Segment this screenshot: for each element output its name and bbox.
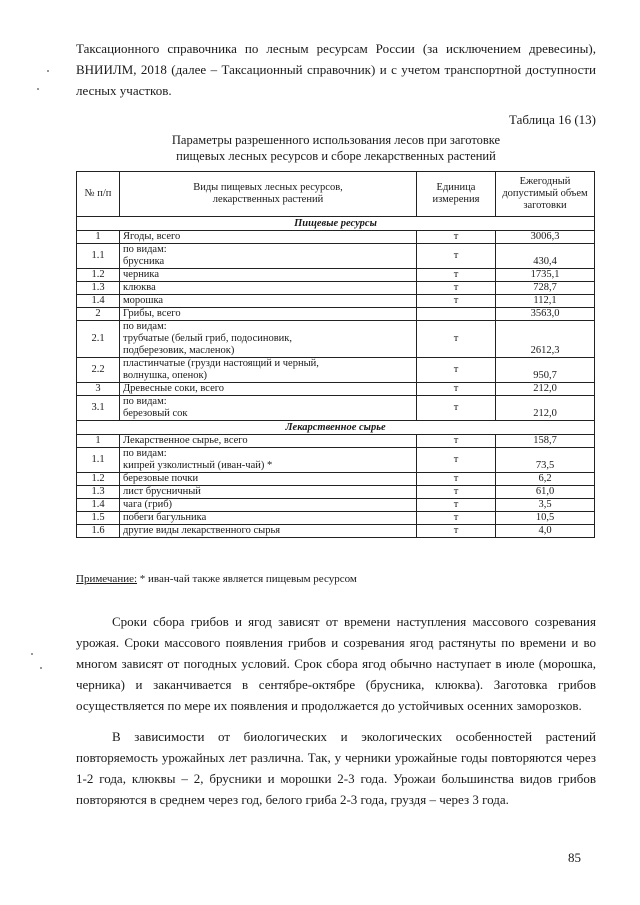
row-name [120,282,417,295]
row-name-line: кипрей узколистный (иван-чай) * [123,460,273,471]
header-num: № п/п [77,172,120,217]
paragraph-line: черника) и заканчивается в сентябре-октябре (брусника, клюква). Заготовка грибов [76,677,596,692]
row-name-line: по видам: [123,321,167,332]
row-name-line: Грибы, всего [123,308,181,319]
table-row [77,295,595,308]
row-name-line: чага (гриб) [123,499,173,510]
row-unit: т [417,448,496,473]
row-num: 1.3 [77,486,120,499]
table-row [77,473,595,486]
row-value: 3,5 [496,499,595,512]
row-unit: т [417,358,496,383]
paragraph-line: Сроки сбора грибов и ягод зависят от времени наступления массового созревания [112,614,596,629]
row-value: 73,5 [496,448,595,473]
table-row [77,383,595,396]
intro-line: Таксационного справочника по лесным ресурсам России (за исключением древесины), [76,41,596,56]
row-name [120,448,417,473]
scan-speck [37,88,39,90]
header-unit-line: Единица [436,182,476,193]
row-num: 3 [77,383,120,396]
table-label: Таблица 16 (13) [508,112,596,127]
scan-speck [40,667,42,669]
row-name-line: Лекарственное сырье, всего [123,435,248,446]
row-unit: т [417,282,496,295]
row-value: 6,2 [496,473,595,486]
paragraph-yield-frequency [76,726,596,810]
row-unit: т [417,473,496,486]
row-name [120,308,417,321]
row-value: 10,5 [496,512,595,525]
row-name [120,295,417,308]
paragraph-line: повторяются в среднем через год, белого гриба 2-3 года, груздя – через 3 года. [76,792,509,807]
table-row [77,358,595,383]
table-row [77,282,595,295]
row-name [120,358,417,383]
row-name-line: волнушка, опенок) [123,370,208,381]
row-num: 1 [77,435,120,448]
row-unit: т [417,321,496,358]
row-name-line: Ягоды, всего [123,231,181,242]
paragraph-line: многом зависят от погодных условий. Срок сбора ягод обычно наступает в июле (морошка, [76,656,596,671]
header-value-line: заготовки [523,200,567,211]
row-name [120,383,417,396]
table-body-food [77,217,595,421]
page-number: 85 [568,850,581,865]
row-name-line: лист брусничный [123,486,201,497]
row-value: 4,0 [496,525,595,538]
row-name-line: березовые почки [123,473,199,484]
table-row [77,499,595,512]
table-title-line: пищевых лесных ресурсов и сборе лекарственных растений [176,149,496,163]
row-num: 2.2 [77,358,120,383]
row-name-line: березовый сок [123,408,188,419]
row-name [120,435,417,448]
table-row [77,321,595,358]
row-value: 112,1 [496,295,595,308]
row-name-line: клюква [123,282,156,293]
row-name-line: пластинчатые (грузди настоящий и черный, [123,358,319,369]
row-name-line: морошка [123,295,164,306]
row-name [120,396,417,421]
row-value: 158,7 [496,435,595,448]
row-num: 1.4 [77,499,120,512]
row-name [120,269,417,282]
row-num: 2.1 [77,321,120,358]
row-value: 728,7 [496,282,595,295]
table-row [77,525,595,538]
row-unit: т [417,269,496,282]
table-title-line: Параметры разрешенного использования лесов при заготовке [171,133,501,147]
row-num: 1.4 [77,295,120,308]
row-name [120,499,417,512]
header-value-line: Ежегодный [519,176,571,187]
row-num: 1.1 [77,244,120,269]
section-title: Лекарственное сырье [77,421,595,435]
intro-line: ВНИИЛМ, 2018 (далее – Таксационный справочник) и с учетом транспортной доступности [76,62,596,77]
row-unit: т [417,435,496,448]
row-num: 1.1 [77,448,120,473]
paragraph-line: осуществляется по мере их появления и продолжается до устойчивых осенних заморозков. [76,698,582,713]
header-name-line: лекарственных растений [212,194,324,205]
table-header-row [77,172,595,217]
resources-table [76,171,595,538]
paragraph-harvest-timing [76,611,596,716]
row-num: 1.5 [77,512,120,525]
header-unit-line: измерения [432,194,480,205]
section-row [77,217,595,231]
row-name-line: подберезовик, масленок) [123,345,235,356]
row-value: 61,0 [496,486,595,499]
row-num: 1.2 [77,269,120,282]
section-title: Пищевые ресурсы [77,217,595,231]
row-num: 3.1 [77,396,120,421]
paragraph-line: урожая. Сроки массового появления грибов и созревания ягод растянуты по времени и во [76,635,596,650]
header-unit [417,172,496,217]
note-label: Примечание: [76,573,138,585]
intro-line: лесных участков. [76,83,172,98]
row-name-line: трубчатые (белый гриб, подосиновик, [123,333,293,344]
row-value: 212,0 [496,383,595,396]
row-name [120,231,417,244]
row-value: 950,7 [496,358,595,383]
row-value: 430,4 [496,244,595,269]
row-num: 1.2 [77,473,120,486]
row-value: 2612,3 [496,321,595,358]
row-unit: т [417,499,496,512]
row-unit: т [417,244,496,269]
row-name-line: по видам: [123,396,167,407]
row-name [120,486,417,499]
row-name [120,244,417,269]
intro-paragraph [76,38,596,101]
header-value-line: допустимый объем [502,188,588,199]
paragraph-line: В зависимости от биологических и экологических особенностей растений [112,729,596,744]
row-name-line: Древесные соки, всего [123,383,225,394]
row-value: 3006,3 [496,231,595,244]
row-unit: т [417,383,496,396]
row-num: 1.3 [77,282,120,295]
note-text: * иван-чай также является пищевым ресурсом [137,573,357,585]
table-note [76,573,357,585]
header-value [496,172,595,217]
header-name-line: Виды пищевых лесных ресурсов, [193,182,343,193]
table-row [77,512,595,525]
table-row [77,435,595,448]
scan-speck [31,653,33,655]
paragraph-line: повторяемость урожайных лет различна. Так, у черники урожайные годы повторяются через [76,750,596,765]
row-unit: т [417,525,496,538]
row-name [120,525,417,538]
row-value: 1735,1 [496,269,595,282]
row-name [120,321,417,358]
row-name-line: черника [123,269,160,280]
row-unit [417,308,496,321]
row-num: 1 [77,231,120,244]
row-name-line: другие виды лекарственного сырья [123,525,281,536]
row-num: 1.6 [77,525,120,538]
table-row [77,308,595,321]
row-name-line: по видам: [123,244,167,255]
table-row [77,448,595,473]
paragraph-line: 1-2 года, клюквы – 2, брусники и морошки 2-3 года. Урожаи большинства видов грибов [76,771,596,786]
table-title [76,132,596,164]
row-num: 2 [77,308,120,321]
row-unit: т [417,512,496,525]
row-name [120,512,417,525]
row-name [120,473,417,486]
section-row [77,421,595,435]
scan-speck [47,70,49,72]
header-name [120,172,417,217]
row-unit: т [417,231,496,244]
row-unit: т [417,396,496,421]
row-name-line: по видам: [123,448,167,459]
row-name-line: брусника [123,256,165,267]
table-row [77,244,595,269]
table-row [77,396,595,421]
row-unit: т [417,295,496,308]
table-row [77,486,595,499]
table-row [77,269,595,282]
table-body-medicinal [77,421,595,538]
row-value: 212,0 [496,396,595,421]
row-unit: т [417,486,496,499]
table-row [77,231,595,244]
row-name-line: побеги багульника [123,512,207,523]
row-value: 3563,0 [496,308,595,321]
